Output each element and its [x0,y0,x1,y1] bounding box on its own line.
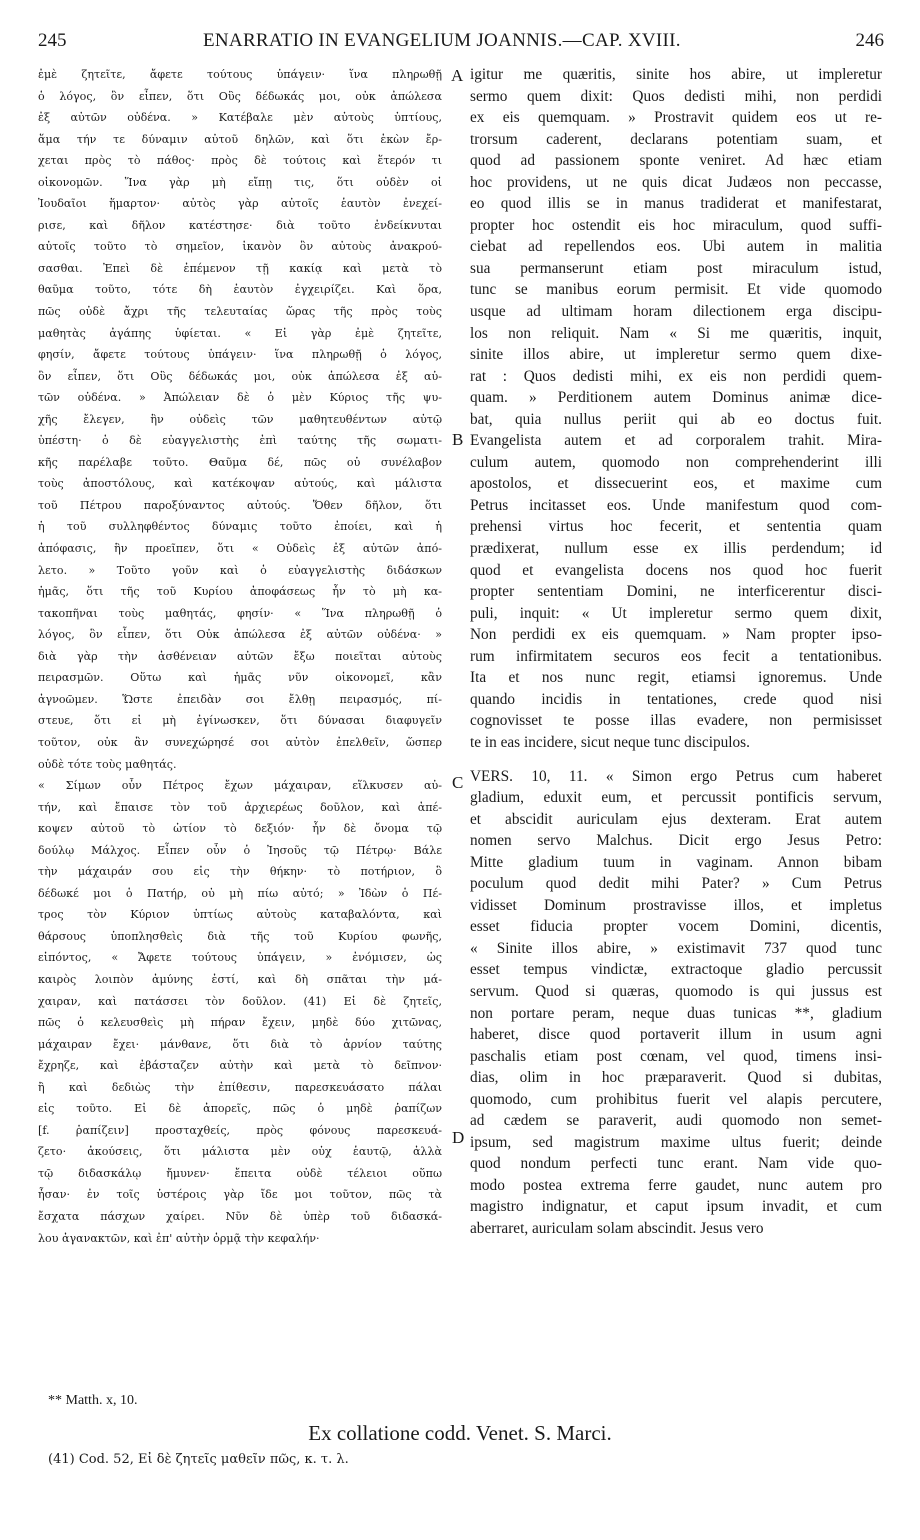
text-line: bat, quia nullus periit qui ab eo doctus fuit. [470,410,882,428]
text-line: Petrus incitasset eos. Unde manifestum quod com- [470,496,882,514]
text-line: quam. » Perditionem autem Dominus animæ dice- [470,389,882,407]
text-line: τοῦτον, οὐκ ἂν συνεχώρησέ σοι αὐτὸν ἐπελθεῖν, ὥσπερ [38,735,442,749]
text-line: πῶς ὁ κελευσθεὶς μὴ πήραν ἔχειν, μηδὲ δύο χιτῶνας, [38,1016,442,1030]
footnote-scripture-reference: ** Matth. x, 10. [48,1393,138,1408]
text-line: τῶν οὐδένα. » Ἀπώλειαν δὲ ὁ μὲν Κύριος τῆς ψυ- [38,391,442,405]
text-line: quando incidis in tentationes, crede quod nisi [470,690,882,708]
text-line: ad cædem se paraverit, audi quomodo non semet- [470,1112,882,1130]
text-line: hoc providens, ut ne quis dicat Judæos non peccasse, [470,173,882,191]
text-line: haberet, disce quod portaverit illum in usum agni [470,1026,882,1044]
text-line: στευε, ὅτι εἰ μὴ ἐγίνωσκεν, ὅτι δύνασαι διαφυγεῖν [38,714,442,728]
text-line: οὐδὲ τότε τοὺς μαθητάς. [38,757,177,771]
text-line: ἡμᾶς, ὅτι τῆς τοῦ Κυρίου ἀποφάσεως ἦν τὸ μὴ κα- [38,585,442,599]
text-line: αὐτοῖς τοῦτο τὸ σημεῖον, ἱκανὸν ὂν αὐτοὺς ἀνακρού- [38,240,442,254]
text-line: magistro indignatur, et caput ipsum invadit, et cum [470,1198,882,1216]
text-line: modo postea extrema ferre gaudet, nunc autem pro [470,1176,882,1194]
latin-text-column [470,64,882,1240]
text-line: prædixerat, nullum esse ex illis perdendum; id [470,540,882,558]
text-line: δούλῳ Μάλχος. Εἶπεν οὖν ὁ Ἰησοῦς τῷ Πέτρῳ· Βάλε [38,843,442,857]
text-line: θαῦμα τοῦτο, τότε δὴ ἑαυτὸν ἐγχειρίζει. Καὶ ὅρα, [38,283,442,297]
text-line: « Σίμων οὖν Πέτρος ἔχων μάχαιραν, εἵλκυσεν αὐ- [38,779,442,793]
text-line: rum infirmitatem securos eos fecit a tentationibus. [470,647,882,665]
text-line: quomodo, cum prohibitus fuerit vel alapis percutere, [470,1090,882,1108]
text-line: non portare peram, neque duas tunicas **, gladium [470,1004,882,1022]
margin-marker-d: D [452,1128,465,1147]
text-line: θάρσους ὑποπλησθεὶς διὰ τῆς τοῦ Κυρίου φωνῆς, [38,929,442,943]
text-line: τοὺς ἀποστόλους, καὶ κατέκοψαν αὐτούς, καὶ μάλιστα [38,477,442,491]
text-line: puli, inquit: « Ut impleretur sermo quem dixit, [470,604,882,622]
text-line: κοψεν αὐτοῦ τὸ ὠτίον τὸ δεξιόν· ἦν δὲ ὄνομα τῷ [38,822,442,836]
text-line: ἅμα τήν τε δύναμιν αὐτοῦ δηλῶν, καὶ ὅτι ἑκὼν ἔρ- [38,132,442,146]
text-line: πῶς οὐδὲ ἄχρι τῆς τελευταίας ὥρας τῆς πρὸς τοὺς [38,305,442,319]
text-line: propter hoc ostendit eis hoc miraculum, quod suffi- [470,216,882,234]
text-line: ipsum, sed magistrum maxime ultus fuerit; deinde [470,1133,882,1151]
text-line: ἀγνοῶμεν. Ὥστε ἐπειδὰν σοι ἔλθῃ πειρασμός, πί- [38,692,442,706]
text-line: te in eas incidere, sicut neque tunc discipulos. [470,733,750,751]
text-line: ex eis quemquam. » Prostravit quidem eos ut re- [470,109,882,127]
text-line: τρος τὸν Κύριον ὑπτίως αὐτοὺς καταβαλόντα, καὶ [38,908,442,922]
text-line: ἦσαν· ἐν τοῖς ὑστέροις γὰρ ἴδε μοι τοῦτον, πῶς τὰ [38,1188,442,1202]
text-line: χεται πρὸς τὸ πάθος· πρὸς δὲ τούτοις καὶ ἕτερόν τι [38,154,442,168]
greek-text-column [38,64,442,1249]
text-line: τὴν μάχαιράν σου εἰς τὴν θήκην· τὸ ποτήριον, ὃ [38,865,442,879]
text-line: vidisset Dominum prostravisse illos, et impletus [470,896,882,914]
text-line: sermo quem dixit: Quos dedisti mihi, non perdidi [470,87,882,105]
text-line: dias, olim in hoc præparaverit. Quod si dubitas, [470,1069,882,1087]
text-line: ἡ τοῦ συλληφθέντος δύναμις τοῦτο ἐποίει, καὶ ἡ [38,520,442,534]
margin-marker-c: C [452,773,464,792]
margin-marker-a: A [451,66,464,85]
text-line: εἰς τοῦτο. Εἰ δὲ ἀπορεῖς, πῶς ὁ μηδὲ ῥαπίζων [38,1102,442,1116]
text-line: « Sinite illos abire, » existimavit 737 quod tunc [470,939,882,957]
text-line: ὑπέστη· ὁ δὲ εὐαγγελιστὴς ἐπὶ ταύτης τῆς σωματι- [38,434,442,448]
text-line: ἔχρηζε, καὶ ἐβάσταζεν αὐτὴν καὶ μετὰ τὸ δεῖπνον· [38,1059,442,1073]
text-line: quod et evangelista docens nos quod hoc fuerit [470,561,882,579]
collation-heading: Ex collatione codd. Venet. S. Marci. [308,1421,612,1445]
page-number-right: 246 [855,30,884,51]
text-line: λετο. » Τοῦτο γοῦν καὶ ὁ εὐαγγελιστὴς διδάσκων [38,563,442,577]
text-line: esset fiducia propter vocem Domini, dicentis, [470,918,882,936]
text-line: λόγος, ὃν εἶπεν, ὅτι Οὐκ ἀπώλεσα ἐξ αὐτῶν οὐδένα· » [38,628,442,642]
text-line: servum. Quod si quæras, quomodo is qui jussus est [470,982,882,1000]
text-line: Mitte gladium tuum in vaginam. Annon bibam [470,853,882,871]
text-line: ἐξ αὐτῶν οὐδένα. » Κατέβαλε μὲν αὐτοὺς ὑπτίους, [38,111,442,125]
text-line: ἔσχατα πάσχων χαίρει. Νῦν δὲ ὑπὲρ τοῦ διδασκά- [38,1209,442,1223]
text-line: σασθαι. Ἐπεὶ δὲ ἐπέμενον τῇ κακίᾳ καὶ μετὰ τὸ [38,261,442,275]
text-line: ὁ λόγος, ὃν εἶπεν, ὅτι Οὓς δέδωκάς μοι, οὐκ ἀπώλεσα [38,89,442,103]
text-line: τῷ διδασκάλῳ ἤμυνεν· ἔπειτα οὐδὲ τέλειοι οὕπω [38,1166,442,1180]
text-line: tunc se manibus eorum permisit. Et vide quomodo [470,281,882,299]
text-line: propter sententiam Domini, ne interficerentur disci- [470,583,882,601]
text-line: καιρὸς λοιπὸν ἀμύνης ἐστί, καὶ δὴ σπᾶται τὴν μά- [38,972,442,986]
text-line: φησίν, ἄφετε τούτους ὑπάγειν· ἵνα πληρωθῇ ὁ λόγος, [38,348,442,362]
text-line: διὰ γὰρ τὴν ἀσθένειαν αὐτῶν ἔξω ποιεῖται αὐτοὺς [38,649,442,663]
text-line: Ita et nos nunc regit, etiamsi ignoremus. Unde [470,669,882,687]
text-line: μαθητὰς ἀγάπης ὑφίεται. « Εἰ γὰρ ἐμὲ ζητεῖτε, [38,326,442,340]
text-line: οἰκονομῶν. Ἵνα γὰρ μὴ εἴπῃ τις, ὅτι οὐδὲν οἱ [38,175,442,189]
collation-note: (41) Cod. 52, Εἰ δὲ ζητεῖς μαθεῖν πῶς, κ. τ. λ. [48,1452,349,1467]
text-line: sinite illos abire, ut impleretur sermo quem dixe- [470,346,882,364]
text-line: los non reliquit. Nam « Si me quæritis, inquit, [470,324,882,342]
text-line: [f. ῥαπίζειν] προσταχθείς, πρὸς φόνους παρεσκευά- [38,1123,442,1137]
text-line: Non perdidi ex eis quemquam. » Nam propter ipso- [470,626,882,644]
text-line: λου ἀγανακτῶν, καὶ ἐπ' αὐτὴν ὁρμᾷ τὴν κεφαλήν· [38,1231,320,1245]
paragraph-gap [470,754,882,766]
text-line: trorsum caderent, declarans potentiam suam, et [470,130,882,148]
text-line: quod nondum perfecti tunc erant. Nam vide quo- [470,1155,882,1173]
text-line: nomen servo Malchus. Dicit ergo Jesus Petro: [470,832,882,850]
text-line: εἰπόντος, « Ἄφετε τούτους ὑπάγειν, » ἐνόμισεν, ὡς [38,951,442,965]
running-title: ENARRATIO IN EVANGELIUM JOANNIS.—CAP. XVIII. [203,30,681,51]
text-line: χαιραν, καὶ πατάσσει τὸν δοῦλον. (41) Εἰ δὲ ζητεῖς, [38,994,442,1008]
text-line: esset tempus vindictæ, extractoque gladio percussit [470,961,882,979]
text-line: cognovisset te posse illas evadere, non permisisset [470,712,882,730]
margin-marker-b: B [452,430,464,449]
text-line: Ἰουδαῖοι ἥμαρτον· αὐτὸς γὰρ αὐτοῖς ἑαυτὸν ἐνεχεί- [38,197,442,211]
text-line: χῆς ἔλεγεν, ἣν οὐδεὶς τῶν μαθητευθέντων αὐτῷ [38,412,442,426]
text-line: πειρασμῶν. Οὕτω καὶ ἡμᾶς νῦν οἰκονομεῖ, κἂν [38,671,442,685]
text-line: rat : Quos dedisti mihi, ex eis non perdidi quem- [470,367,882,385]
text-line: eo quod illis se in manus tradiderat et manifestarat, [470,195,882,213]
text-line: sua permanserunt etiam post miraculum istud, [470,259,882,277]
text-line: ciebat ad repellendos eos. Ubi autem in malitia [470,238,882,256]
text-line: ζετο· ἀκούσεις, ὅτι μάλιστα μὲν οὐχ ἑαυτῷ, ἀλλὰ [38,1145,442,1159]
text-line: usque ad ultimam horam dilectionem erga discipu- [470,303,882,321]
text-line: VERS. 10, 11. « Simon ergo Petrus cum haberet [470,767,882,785]
text-line: τοῦ Πέτρου παροξύναντος αὐτούς. Ὅθεν δῆλον, ὅτι [38,498,442,512]
text-line: culum autem, quomodo non comprehenderint illi [470,453,882,471]
text-line: quod ad passionem sponte veniret. Ad hæc etiam [470,152,882,170]
text-line: aberraret, auriculam solam abscindit. Jesus vero [470,1219,764,1237]
text-line: gladium, eduxit eum, et percussit pontificis servum, [470,789,882,807]
text-line: ἀπόφασις, ἣν προεῖπεν, ὅτι « Οὐδεὶς ἐξ αὐτῶν ἀπό- [38,542,442,556]
text-line: ρισε, καὶ δῆλον κατέστησε· διὰ τοῦτο ἐνδείκνυται [38,218,442,232]
page-number-left: 245 [38,30,67,51]
text-line: τήν, καὶ ἔπαισε τὸν τοῦ ἀρχιερέως δοῦλον, καὶ ἀπέ- [38,800,442,814]
text-line: τακοπῆναι τοὺς μαθητάς, φησίν· « Ἵνα πληρωθῇ ὁ [38,606,442,620]
text-line: prehensi virtus hoc fecerit, et sententia quam [470,518,882,536]
text-line: μάχαιραν ἔχει· μάνθανε, ὅτι διὰ τὸ ἀρνίον ταύτης [38,1037,442,1051]
text-line: Evangelista autem et ad corporalem trahit. Mira- [470,432,882,450]
text-line: et abscidit auriculam ejus dexteram. Erat autem [470,810,882,828]
text-line: apostolos, et dissecuerint eos, et maxime cum [470,475,882,493]
text-line: κῆς παρέλαβε τοῦτο. Θαῦμα δέ, πῶς οὐ συνέλαβον [38,455,442,469]
text-line: poculum quod dedit mihi Pater? » Cum Petrus [470,875,882,893]
text-line: paschalis etiam post cœnam, vel quod, timens insi- [470,1047,882,1065]
text-line: ἐμὲ ζητεῖτε, ἄφετε τούτους ὑπάγειν· ἵνα πληρωθῇ [38,68,442,81]
text-line: igitur me quæritis, sinite hos abire, ut impleretur [470,66,882,83]
text-line: ἢ καὶ δεδιὼς τὴν ἐπίθεσιν, παρεσκευάσατο πάλαι [38,1080,442,1094]
text-line: ὃν εἶπεν, ὅτι Οὓς δέδωκάς μοι, οὐκ ἀπώλεσα ἐξ αὐ- [38,369,442,383]
text-line: δέδωκέ μοι ὁ Πατήρ, οὐ μὴ πίω αὐτό; » Ἰδὼν ὁ Πέ- [38,886,442,900]
running-header [38,30,884,54]
